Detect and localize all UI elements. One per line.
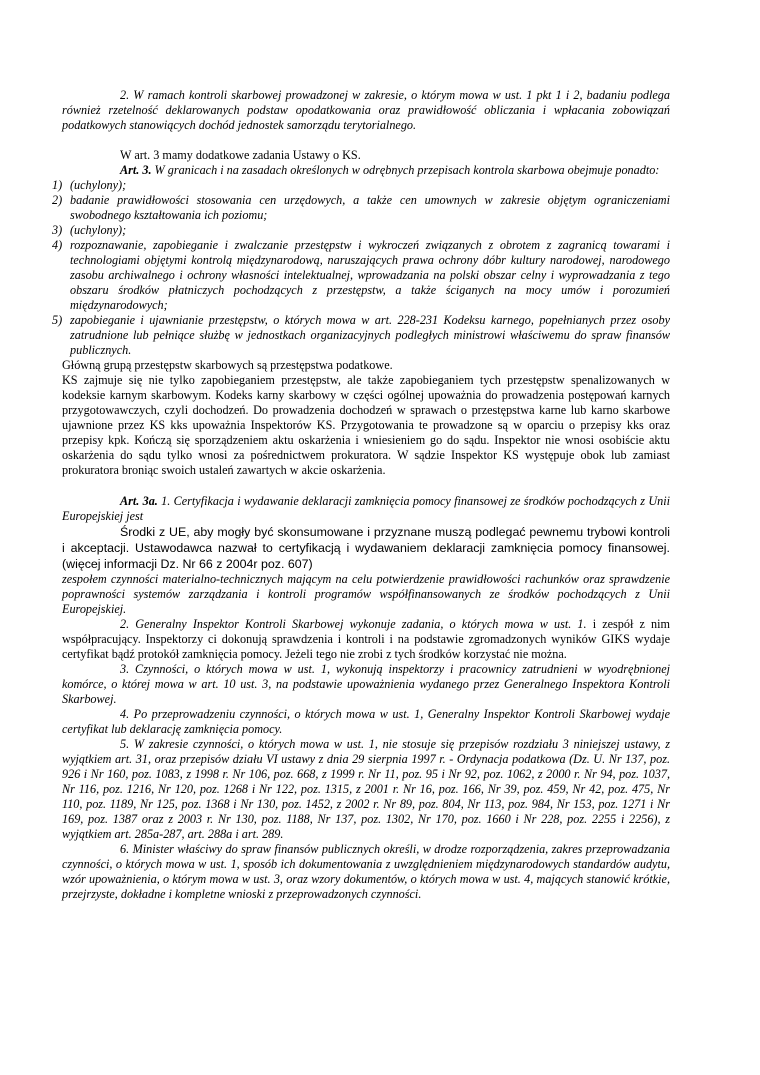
paragraph-ust-4: 4. Po przeprowadzeniu czynności, o których mowa w ust. 1, Generalny Inspektor Kontroli Skarbowej wydaje certyfikat lub deklarację zamknięcia pomocy. <box>62 707 670 736</box>
list-text: badanie prawidłowości stosowania cen urzędowych, a także cen umownych w zakresie objętym ograniczeniami swobodnego kształtowania ich poziomu; <box>70 193 670 222</box>
list-item <box>52 193 670 223</box>
list-item <box>52 313 670 358</box>
paragraph-ust-5: 5. W zakresie czynności, o których mowa w ust. 1, nie stosuje się przepisów rozdziału 3 niniejszej ustawy, z wyjątkiem art. 31, oraz przepisów działu VI ustawy z dnia 29 sierpnia 1997 r. - Ordynacja podatkowa (Dz. U. Nr 137, poz. 926 i Nr 160, poz. 1083, z 1998 r. Nr 106, poz. 668, z 1999 r. Nr 11, poz. 95 i Nr 92, poz. 1062, z 2000 r. Nr 94, poz. 1037, Nr 116, poz. 1216, Nr 120, poz. 1268 i Nr 122, poz. 1315, z 2001 r. Nr 16, poz. 166, Nr 39, poz. 459, Nr 42, poz. 475, Nr 110, poz. 1189, Nr 125, poz. 1368 i Nr 130, poz. 1452, z 2002 r. Nr 89, poz. 804, Nr 113, poz. 984, Nr 153, poz. 1271 i Nr 169, poz. 1387 oraz z 2003 r. Nr 130, poz. 1188, Nr 137, poz. 1302, Nr 170, poz. 1660 i Nr 228, poz. 2255 i 2256), z wyjątkiem art. 285a-287, art. 288a i art. 289. <box>62 737 670 841</box>
paragraph-art3 <box>62 163 670 178</box>
list-text: rozpoznawanie, zapobieganie i zwalczanie przestępstw i wykroczeń związanych z obrotem z zagranicą towarami i technologiami objętymi kontrolą międzynarodową, naruszających prawa ochrony dóbr kultury narodowej, narodowego zasobu archiwalnego i ochrony własności intelektualnej, wprowadzania na polski obszar celny i wyprowadzania z tego obszaru środków płatniczych pochodzących z przestępstw, a także ściganych na mocy umów i porozumień międzynarodowych; <box>70 238 670 312</box>
art3-text: W granicach i na zasadach określonych w odrębnych przepisach kontrola skarbowa obejmuje ponadto: <box>151 163 660 177</box>
list-item <box>52 223 670 238</box>
paragraph-ust-2-giks <box>62 617 670 662</box>
list-number: 1) <box>52 178 63 192</box>
list-text: zapobieganie i ujawnianie przestępstw, o których mowa w art. 228-231 Kodeksu karnego, popełnianych przez osoby zatrudnione lub pełniące służbę w jednostkach organizacyjnych podległych ministrowi właściwemu do spraw finansów publicznych. <box>70 313 670 357</box>
list-number: 4) <box>52 238 63 252</box>
paragraph-definition: zespołem czynności materialno-technicznych mającym na celu potwierdzenie prawidłowości rachunków oraz sprawdzenie poprawności systemów zarządzania i kontroli programów współfinansowanych ze środków pochodzących z Unii Europejskiej. <box>62 572 670 616</box>
paragraph-main-group: Główną grupą przestępstw skarbowych są przestępstwa podatkowe. <box>62 358 393 372</box>
paragraph-ust-2: 2. W ramach kontroli skarbowej prowadzonej w zakresie, o którym mowa w ust. 1 pkt 1 i 2, badaniu podlega również rzetelność deklarowanych podstaw opodatkowania oraz prawidłowość obliczania i wpłacania zobowiązań podatkowych stanowiących dochód jednostek samorządu terytorialnego. <box>62 88 670 132</box>
ust-2-italic: 2. Generalny Inspektor Kontroli Skarbowej wykonuje zadania, o których mowa w ust. 1. <box>120 617 587 631</box>
art3a-label: Art. 3a. <box>120 494 158 508</box>
list-number: 5) <box>52 313 63 327</box>
ust-2-comment: i zespół z nim współpracujący. Inspektorzy ci dokonują sprawdzenia i kontroli i na podstawie zgromadzonych wyników GIKS wydaje certyfikat bądź protokół zamknięcia pomocy. Jeżeli tego nie zrobi z tych środków korzystać nie można. <box>62 617 671 661</box>
art3a-text: 1. Certyfikacja i wydawanie deklaracji zamknięcia pomocy finansowej ze środków pochodzących z Unii Europejskiej jest <box>62 494 670 523</box>
paragraph-ks-duties: KS zajmuje się nie tylko zapobieganiem przestępstw, ale także zapobieganiem tych przestępstw spenalizowanych w kodeksie karnym skarbowym. Kodeks karny skarbowy w części ogólnej upoważnia do prowadzenia postępowań karnych przygotowawczych, czyli dochodzeń. Do prowadzenia dochodzeń w sprawach o przestępstwa karne lub karno skarbowe ujawnione przez KS kks upoważnia Inspektorów KS. Przygotowania te prowadzone są w oparciu o przepisy kks oraz przepisy kpk. Kończą się sporządzeniem aktu oskarżenia i wniesieniem go do sądu. Inspektor nie wnosi osobiście aktu oskarżenia do sądu tylko wnosi za pośrednictwem prokuratora. W sądzie Inspektor KS występuje obok lub zamiast prokuratora broniąc swoich ustaleń zawartych w akcie oskarżenia. <box>62 373 670 477</box>
list-text: (uchylony); <box>70 178 127 192</box>
list-item <box>52 238 670 313</box>
paragraph-ust-6: 6. Minister właściwy do spraw finansów publicznych określi, w drodze rozporządzenia, zakres przeprowadzania czynności, o których mowa w ust. 1, sposób ich dokumentowania z uwzględnieniem międzynarodowych standardów audytu, wzór upoważnienia, o którym mowa w ust. 3, oraz wzory dokumentów, o których mowa w ust. 4, mających stanowić krótkie, przejrzyste, dokładne i kompletne wnioski z przeprowadzonych czynności. <box>62 842 670 901</box>
art3-list <box>52 178 670 358</box>
paragraph-ust-3: 3. Czynności, o których mowa w ust. 1, wykonują inspektorzy i pracownicy zatrudnieni w wyodrębnionej komórce, o której mowa w art. 10 ust. 3, na podstawie upoważnienia wydanego przez Generalnego Inspektora Kontroli Skarbowej. <box>62 662 670 706</box>
paragraph-eu-funds: Środki z UE, aby mogły być skonsumowane i przyznane muszą podlegać pewnemu trybowi kontroli i akceptacji. Ustawodawca nazwał to certyfikacją i wydawaniem deklaracji zamknięcia pomocy finansowej.(więcej informacji Dz. Nr 66 z 2004r poz. 607) <box>62 525 670 571</box>
paragraph-art3a <box>62 494 670 524</box>
paragraph-art3-intro: W art. 3 mamy dodatkowe zadania Ustawy o KS. <box>120 148 361 162</box>
list-number: 2) <box>52 193 63 207</box>
list-number: 3) <box>52 223 63 237</box>
document-page <box>52 88 671 902</box>
list-item <box>52 178 670 193</box>
art3-label: Art. 3. <box>120 163 152 177</box>
list-text: (uchylony); <box>70 223 127 237</box>
